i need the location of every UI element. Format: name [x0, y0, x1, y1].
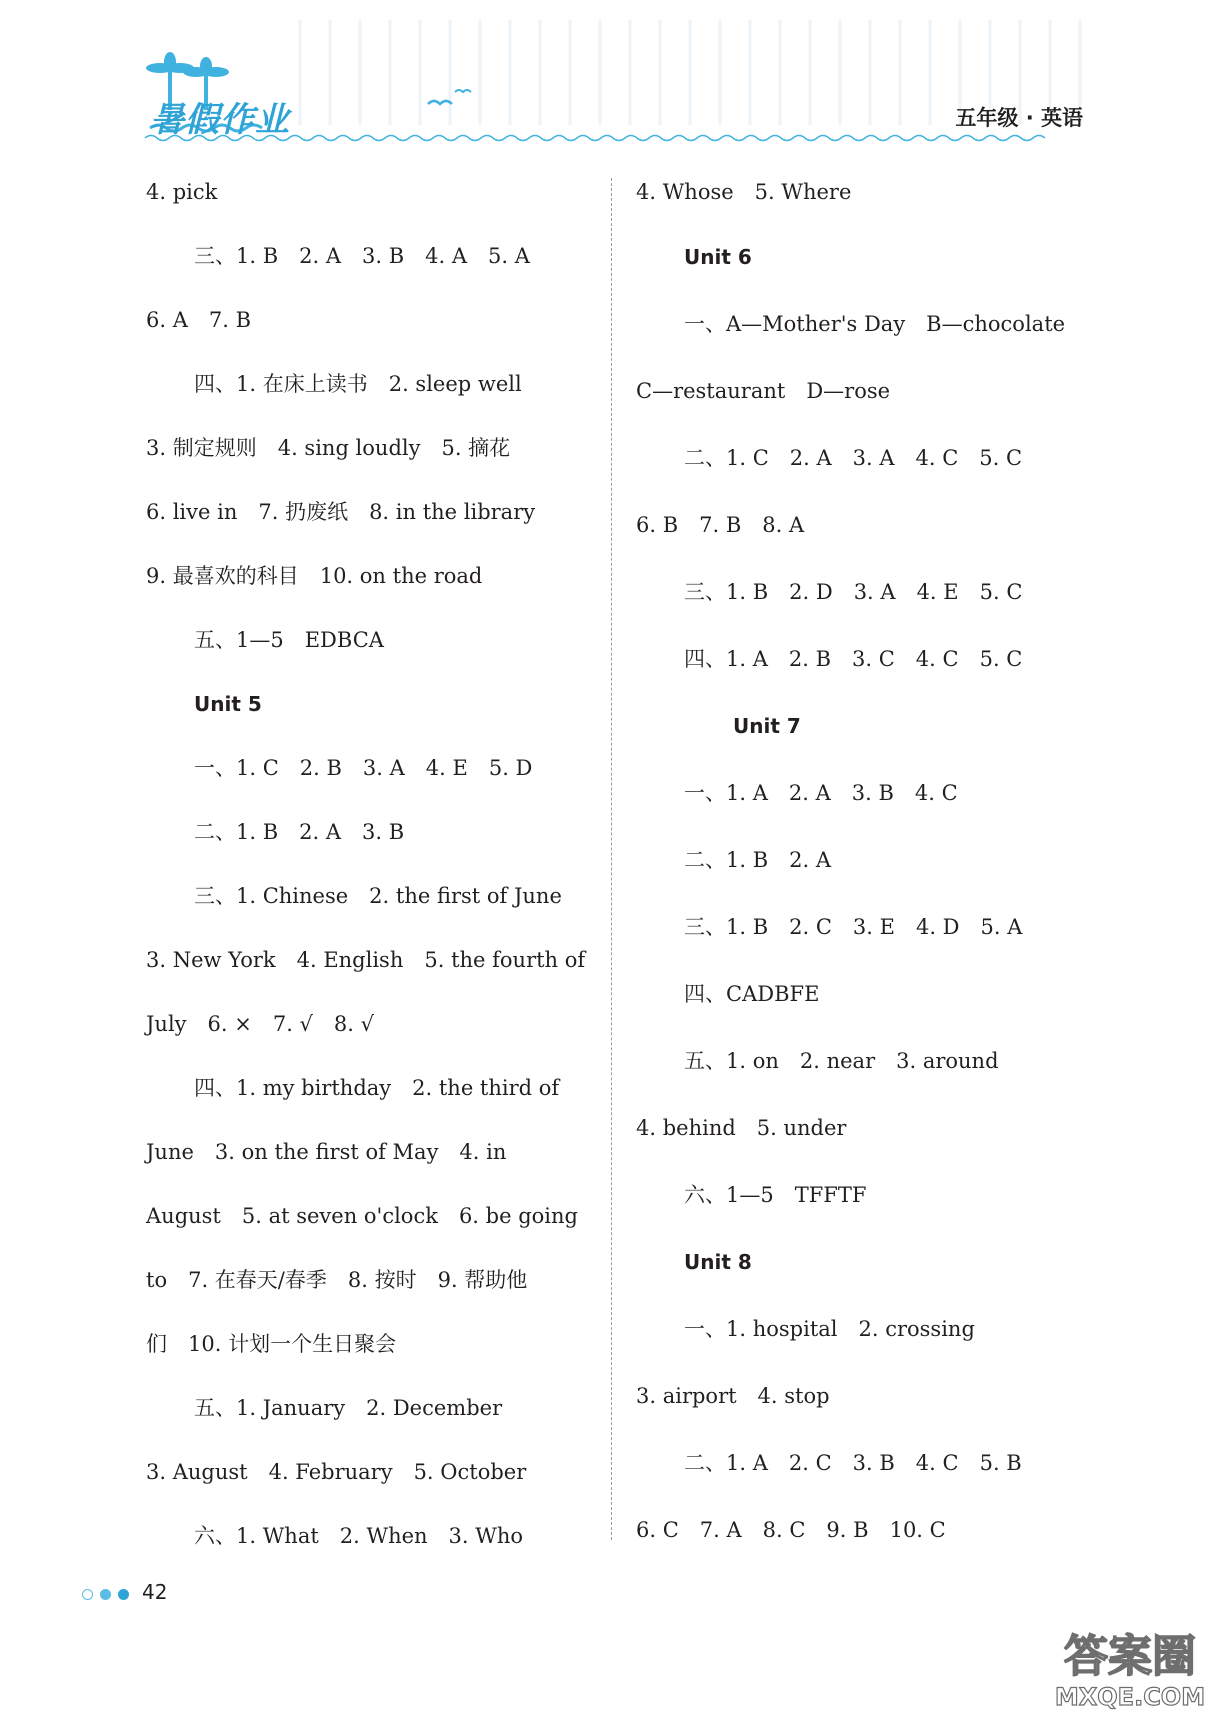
unit-heading: Unit 8 — [684, 1250, 752, 1274]
answer-line: 六、1—5 TFFTF — [684, 1183, 867, 1207]
answer-line: 二、1. C 2. A 3. A 4. C 5. C — [684, 446, 1023, 470]
answer-line: 一、A—Mother's Day B—chocolate — [684, 312, 1066, 336]
unit-heading: Unit 7 — [733, 714, 801, 738]
page-number: 42 — [142, 1580, 168, 1604]
watermark-graphic — [1038, 1623, 1218, 1713]
answer-line: 三、1. Chinese 2. the first of June — [194, 884, 562, 908]
answer-line: 一、1. hospital 2. crossing — [684, 1317, 975, 1341]
answer-line: 四、1. my birthday 2. the third of — [194, 1076, 560, 1100]
answer-line: C—restaurant D—rose — [636, 379, 891, 403]
dot-decoration-icon — [82, 1589, 93, 1600]
answer-line: 三、1. B 2. A 3. B 4. A 5. A — [194, 244, 530, 268]
answer-line: 四、1. A 2. B 3. C 4. C 5. C — [684, 647, 1023, 671]
unit-heading: Unit 6 — [684, 245, 752, 269]
answer-line: June 3. on the first of May 4. in — [146, 1140, 507, 1164]
answer-line: 五、1. on 2. near 3. around — [684, 1049, 999, 1073]
answer-line: 4. behind 5. under — [636, 1116, 847, 1140]
answer-line: 9. 最喜欢的科目 10. on the road — [146, 564, 483, 588]
watermark-bottom-text: MXQE.COM — [1054, 1683, 1206, 1711]
dot-decoration-icon — [118, 1589, 129, 1600]
answer-line: 一、1. C 2. B 3. A 4. E 5. D — [194, 756, 533, 780]
answer-line: 3. airport 4. stop — [636, 1384, 830, 1408]
answer-line: 五、1—5 EDBCA — [194, 628, 384, 652]
page-header — [0, 0, 1224, 150]
answer-line: 3. August 4. February 5. October — [146, 1460, 527, 1484]
answer-line: 三、1. B 2. C 3. E 4. D 5. A — [684, 915, 1023, 939]
answer-line: 二、1. A 2. C 3. B 4. C 5. B — [684, 1451, 1022, 1475]
answer-line: 3. New York 4. English 5. the fourth of — [146, 948, 586, 972]
answer-line: 二、1. B 2. A — [684, 848, 832, 872]
answer-line: 三、1. B 2. D 3. A 4. E 5. C — [684, 580, 1023, 604]
answer-line: August 5. at seven o'clock 6. be going — [146, 1204, 578, 1228]
unit-heading: Unit 5 — [194, 692, 262, 716]
answer-line: 五、1. January 2. December — [194, 1396, 503, 1420]
answer-line: 4. Whose 5. Where — [636, 180, 852, 204]
answer-line: to 7. 在春天/春季 8. 按时 9. 帮助他 — [146, 1268, 528, 1292]
watermark-top-text: 答案圈 — [1064, 1631, 1196, 1682]
answer-line: 六、1. What 2. When 3. Who — [194, 1524, 524, 1548]
answer-line: 四、1. 在床上读书 2. sleep well — [194, 372, 522, 396]
answer-line: 们 10. 计划一个生日聚会 — [146, 1332, 397, 1356]
watermark-logo — [1038, 1623, 1218, 1713]
answer-line: 二、1. B 2. A 3. B — [194, 820, 405, 844]
grade-subject-label: 五年级 · 英语 — [955, 106, 1083, 130]
answer-line: July 6. × 7. √ 8. √ — [146, 1012, 375, 1036]
answer-line: 6. A 7. B — [146, 308, 252, 332]
answer-line: 4. pick — [146, 180, 218, 204]
answer-line: 3. 制定规则 4. sing loudly 5. 摘花 — [146, 436, 511, 460]
answer-line: 6. live in 7. 扔废纸 8. in the library — [146, 500, 536, 524]
dot-decoration-icon — [100, 1589, 111, 1600]
answer-line: 四、CADBFE — [684, 982, 820, 1006]
logo-title: 暑假作业 — [150, 100, 290, 140]
column-divider — [611, 178, 612, 1540]
answer-line: 一、1. A 2. A 3. B 4. C — [684, 781, 958, 805]
answer-line: 6. C 7. A 8. C 9. B 10. C — [636, 1518, 946, 1542]
answer-line: 6. B 7. B 8. A — [636, 513, 805, 537]
